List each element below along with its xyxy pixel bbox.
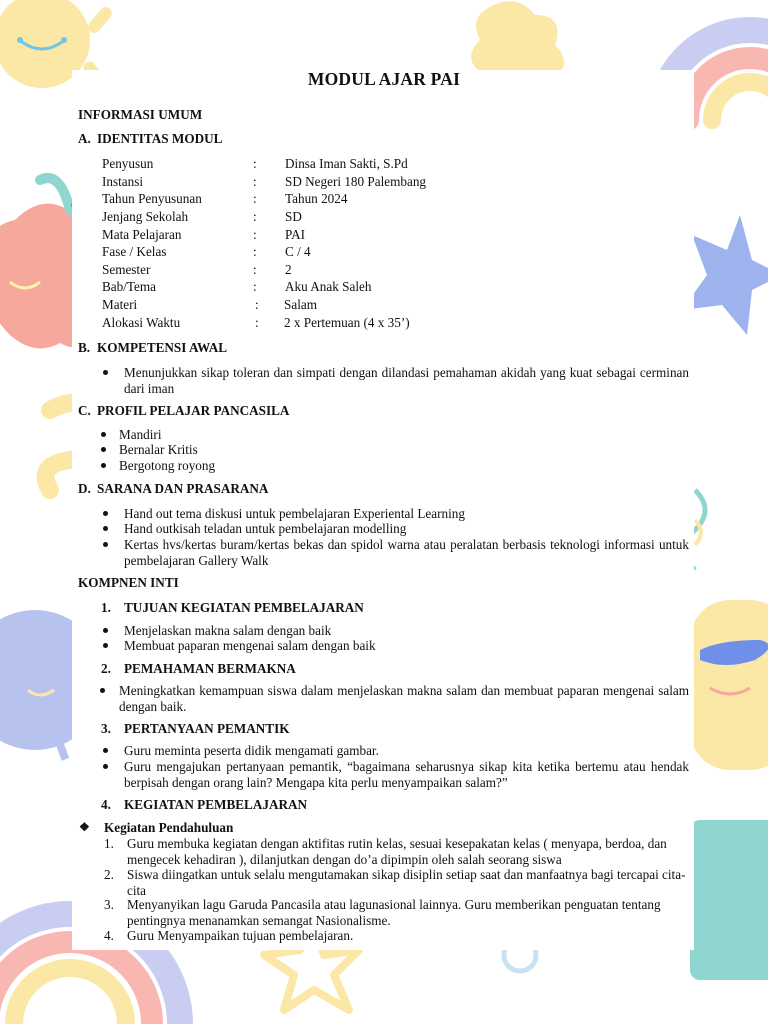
subsection-number: 2. xyxy=(101,661,111,676)
bullet xyxy=(103,370,108,375)
step-number: 2. xyxy=(104,867,114,882)
subsection-pemahaman: PEMAHAMAN BERMAKNA xyxy=(124,661,296,676)
list-item: Menjelaskan makna salam dengan baik xyxy=(124,623,332,638)
step-number: 4. xyxy=(104,928,114,943)
list-item: Hand outkisah teladan untuk pembelajaran modelling xyxy=(124,521,407,536)
label-fase: Fase / Kelas xyxy=(102,244,167,259)
colon: : xyxy=(255,315,259,330)
list-item: Meningkatkan kemampuan siswa dalam menjelaskan makna salam dan membuat paparan mengenai salam dengan baik. xyxy=(119,683,689,714)
label-bab: Bab/Tema xyxy=(102,279,157,294)
subsection-number: 3. xyxy=(101,721,111,736)
section-identitas-modul: IDENTITAS MODUL xyxy=(97,131,223,146)
bullet xyxy=(103,628,108,633)
value-mapel: PAI xyxy=(285,227,306,242)
label-tahun: Tahun Penyusunan xyxy=(102,191,202,206)
list-item: Guru mengajukan pertanyaan pemantik, “bagaimana seharusnya sikap kita ketika bertemu atau hendak berpisah dengan orang lain? Mengapa kita perlu menyampaikan salam?” xyxy=(124,759,689,790)
subsection-number: 1. xyxy=(101,600,111,615)
bullet xyxy=(103,748,108,753)
value-materi: Salam xyxy=(284,297,317,312)
bullet xyxy=(101,463,106,468)
bullet xyxy=(103,511,108,516)
label-mapel: Mata Pelajaran xyxy=(102,227,182,242)
step-text: Guru Menyampaikan tujuan pembelajaran. xyxy=(127,928,354,943)
label-alokasi: Alokasi Waktu xyxy=(102,315,181,330)
section-komponen-inti: KOMPNEN INTI xyxy=(78,575,179,590)
value-alokasi: 2 x Pertemuan (4 x 35’) xyxy=(284,315,410,330)
list-item: Hand out tema diskusi untuk pembelajaran Experiental Learning xyxy=(124,506,465,521)
label-semester: Semester xyxy=(102,262,151,277)
value-jenjang: SD xyxy=(285,209,302,224)
colon: : xyxy=(253,244,257,259)
label-jenjang: Jenjang Sekolah xyxy=(102,209,189,224)
value-tahun: Tahun 2024 xyxy=(285,191,348,206)
colon: : xyxy=(253,209,257,224)
value-penyusun: Dinsa Iman Sakti, S.Pd xyxy=(285,156,408,171)
colon: : xyxy=(253,262,257,277)
colon: : xyxy=(253,279,257,294)
step-number: 3. xyxy=(104,897,114,912)
step-text: Siswa diingatkan untuk selalu mengutamakan sikap disiplin setiap saat dan manfaatnya bagi tercapai cita-cita xyxy=(127,867,686,898)
label-instansi: Instansi xyxy=(102,174,144,189)
bullet xyxy=(103,526,108,531)
list-item: Guru meminta peserta didik mengamati gambar. xyxy=(124,743,379,758)
label-materi: Materi xyxy=(102,297,138,312)
list-item: Bergotong royong xyxy=(119,458,216,473)
label-penyusun: Penyusun xyxy=(102,156,154,171)
colon: : xyxy=(255,297,259,312)
section-kompetensi-awal: KOMPETENSI AWAL xyxy=(97,340,228,355)
list-item: Membuat paparan mengenai salam dengan baik xyxy=(124,638,376,653)
document-title: MODUL AJAR PAI xyxy=(307,69,461,89)
section-letter-a: A. xyxy=(78,131,91,146)
colon: : xyxy=(253,227,257,242)
step-text: Guru membuka kegiatan dengan aktifitas rutin kelas, sesuai kesepakatan kelas ( menyapa, berdoa, dan mengecek kehadiran ), dilanjutkan dengan do’a dipimpin oleh salah seorang siswa xyxy=(127,836,667,867)
step-text: Menyanyikan lagu Garuda Pancasila atau lagunasional lainnya. Guru memberikan penguatan tentang pentingnya menanamkan semangat Nasionalisme. xyxy=(127,897,661,928)
list-item: Kertas hvs/kertas buram/kertas bekas dan spidol warna atau peralatan berbasis teknologi informasi untuk pembelajaran Gallery Walk xyxy=(124,537,689,568)
list-item: Bernalar Kritis xyxy=(119,442,198,457)
star-illustration xyxy=(682,215,768,335)
bullet xyxy=(103,643,108,648)
subsection-pertanyaan: PERTANYAAN PEMANTIK xyxy=(124,721,290,736)
colon: : xyxy=(253,191,257,206)
value-bab: Aku Anak Saleh xyxy=(285,279,372,294)
colon: : xyxy=(253,174,257,189)
section-letter-d: D. xyxy=(78,481,91,496)
subsection-tujuan: TUJUAN KEGIATAN PEMBELAJARAN xyxy=(124,600,364,615)
section-letter-c: C. xyxy=(78,403,91,418)
step-number: 1. xyxy=(104,836,114,851)
subsection-kegiatan: KEGIATAN PEMBELAJARAN xyxy=(124,797,308,812)
subsection-number: 4. xyxy=(101,797,111,812)
cup-illustration xyxy=(690,600,768,980)
bullet xyxy=(103,542,108,547)
kegiatan-pendahuluan-heading: Kegiatan Pendahuluan xyxy=(104,820,234,835)
bullet xyxy=(100,688,105,693)
section-informasi-umum: INFORMASI UMUM xyxy=(78,107,203,122)
value-fase: C / 4 xyxy=(285,244,311,259)
list-item: Menunjukkan sikap toleran dan simpati dengan dilandasi pemahaman akidah yang kuat sebagai cerminan dari iman xyxy=(124,365,689,396)
value-instansi: SD Negeri 180 Palembang xyxy=(285,174,427,189)
diamond-bullet-icon: ❖ xyxy=(79,820,90,834)
section-sarana-prasarana: SARANA DAN PRASARANA xyxy=(97,481,269,496)
value-semester: 2 xyxy=(285,262,292,277)
bullet xyxy=(101,432,106,437)
bullet xyxy=(101,447,106,452)
colon: : xyxy=(253,156,257,171)
section-letter-b: B. xyxy=(78,340,91,355)
bullet xyxy=(103,764,108,769)
section-profil-pelajar: PROFIL PELAJAR PANCASILA xyxy=(97,403,290,418)
list-item: Mandiri xyxy=(119,427,162,442)
